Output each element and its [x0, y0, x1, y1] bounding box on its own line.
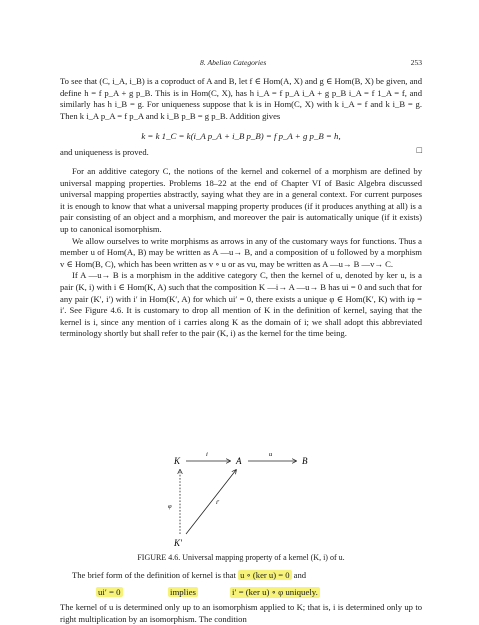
label-i: i: [206, 451, 208, 458]
node-K: K: [174, 456, 181, 466]
label-phi: φ: [168, 503, 172, 510]
highlight-unique-factor: i′ = (ker u) ∘ φ uniquely.: [232, 587, 318, 597]
paragraph-text: To see that (C, i_A, i_B) is a coproduct of A and B, let f ∈ Hom(A, X) and g ∈ Hom(B, X) be given, and define h = f p_A + g p_B. This is in Hom(C, X), has h i_A = f p_A i_A + g p_B i_A = f 1_A = f, and similarly has h i_B = g. For uniqueness suppose that k is in Hom(C, X) with k i_A = f and k i_B = g. Then k i_A p_A = f p_A and k i_B p_B = g p_B. Addition gives: [60, 76, 422, 121]
paragraph-text: If A —u→ B is a morphism in the additive category C, then the kernel of u, denoted by ker u, is a pair (K, i) with i ∈ Hom(K, A) such that the composition K —i→ A —u→ B has ui = 0 and such that for any pair (K′, i′) with i′ in Hom(K′, A) for which ui′ = 0, there exists a unique φ ∈ Hom(K′, K) with iφ = i′. See Figure 4.6. It is customary to drop all mention of K in the definition of kernel, saying that the kernel is i, since any mention of i carries along K as the domain of i; we shall adopt this abbreviated terminology shortly but shall refer to the pair (K, i) as the kernel for the time being.: [60, 270, 422, 339]
paragraph-uniqueness-of-kernel: [60, 602, 422, 625]
paragraph-kernel-intro: [60, 166, 422, 340]
kernel-diagram: [60, 448, 422, 548]
paragraph-text: For an additive category C, the notions of the kernel and cokernel of a morphism are defined by universal mapping properties. Problems 18–22 at the end of Chapter VI of Basic Algebra discussed universal mapping properties abstractly, saying what they are in a general context. For current purposes it is enough to know that what a universal mapping property produces (if it produces anything at all) is a pair consisting of an object and a morphism, and moreover the pair is automatically unique (if it exists) up to canonical isomorphism.: [60, 166, 422, 234]
highlight-condition: ui′ = 0: [98, 587, 121, 597]
header-title: 8. Abelian Categories: [200, 58, 267, 67]
brief-tail: and: [293, 570, 307, 580]
node-B: B: [302, 456, 308, 466]
paragraph-uniqueness-end: [60, 147, 422, 159]
paragraph-text: and uniqueness is proved.: [60, 147, 149, 157]
highlight-implies: implies: [170, 587, 196, 597]
figure-caption: FIGURE 4.6. Universal mapping property of a kernel (K, i) of u.: [137, 553, 345, 562]
label-i-prime: i′: [216, 499, 220, 506]
node-K-prime: K′: [174, 538, 182, 548]
node-A: A: [236, 456, 242, 466]
highlight-kernel-composition: u ∘ (ker u) = 0: [240, 570, 290, 580]
paragraph-text: We allow ourselves to write morphisms as arrows in any of the customary ways for functions. Thus a member u of Hom(A, B) may be written as A —u→ B, and a composition of u followed by a morphism v ∈ Hom(B, C), which has been written as v ∘ u or as vu, may be written as A —u→ B —v→ C.: [60, 235, 422, 269]
paragraph-coproduct-proof: [60, 76, 422, 122]
paragraph-text: [60, 570, 422, 582]
paragraph-text: The kernel of u is determined only up to an isomorphism applied to K; that is, i is determined only up to right multiplication by an isomorphism. The condition: [60, 602, 422, 624]
label-u: u: [269, 451, 273, 458]
brief-lead: The brief form of the definition of kernel is that: [72, 570, 236, 580]
qed-symbol: □: [416, 145, 422, 155]
display-equation: k = k 1_C = k(i_A p_A + i_B p_B) = f p_A + g p_B = h,: [141, 131, 341, 141]
running-header: [60, 58, 422, 70]
page-number: 253: [410, 58, 422, 67]
paragraph-brief-definition: [60, 570, 422, 582]
arrow-i-prime: [186, 470, 236, 534]
